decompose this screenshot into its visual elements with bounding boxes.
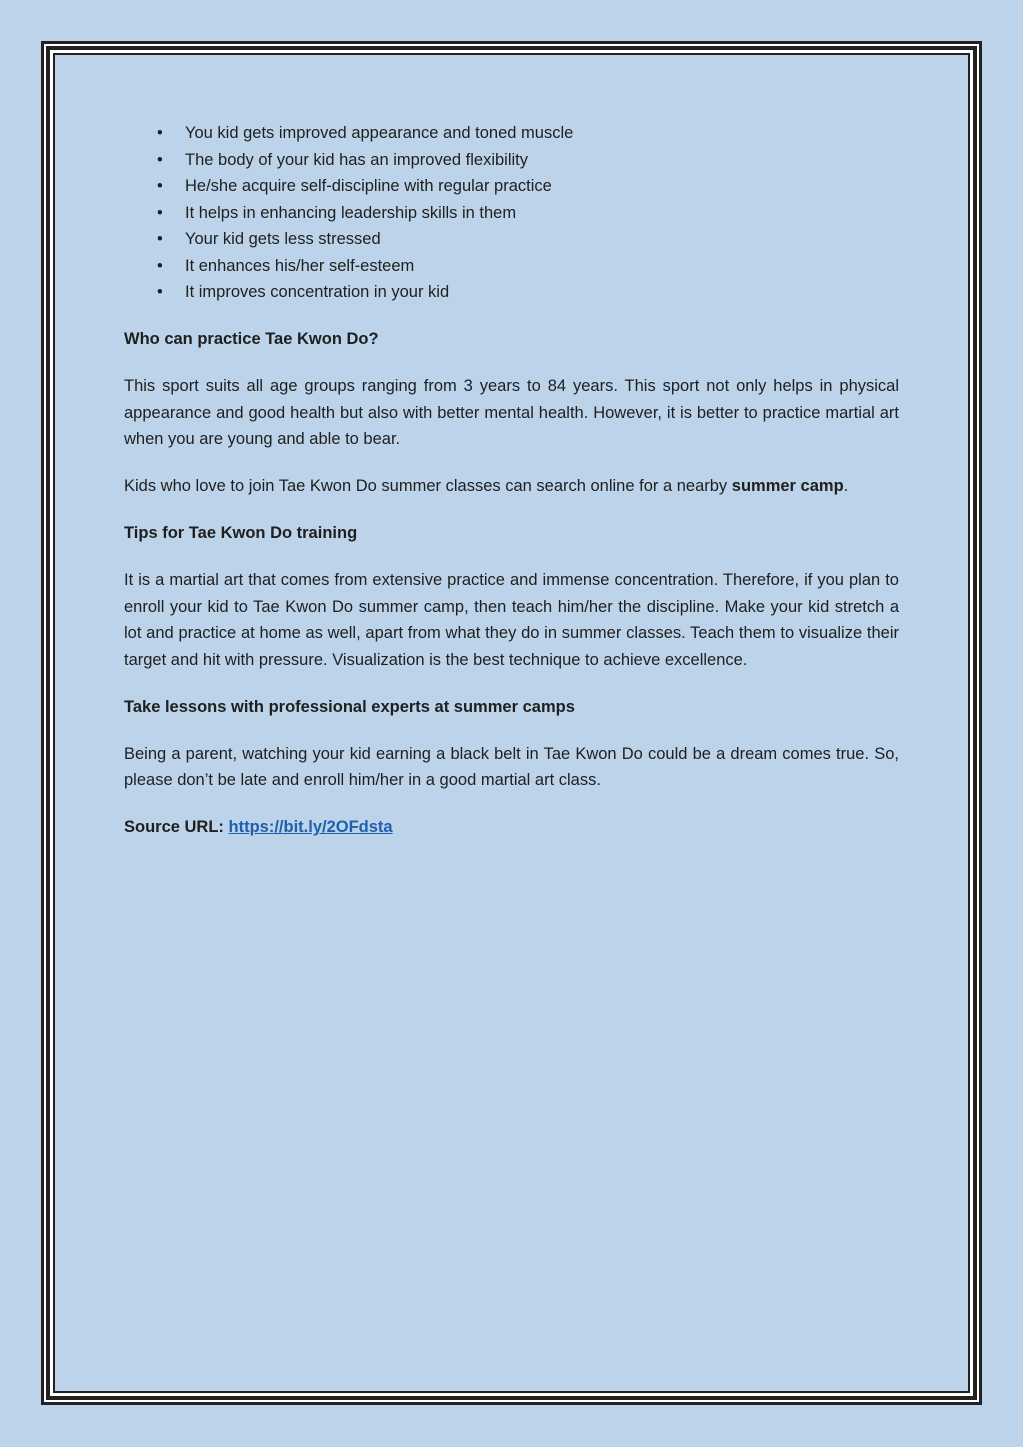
section-heading-tips: Tips for Tae Kwon Do training — [124, 524, 358, 542]
list-item-text: Your kid gets less stressed — [185, 230, 381, 248]
bullet-icon: • — [157, 150, 163, 169]
list-item-text: It enhances his/her self-esteem — [185, 256, 415, 275]
list-item — [124, 253, 899, 280]
bullet-icon: • — [157, 230, 163, 248]
paragraph-text: Kids who love to join Tae Kwon Do summer classes can search online for a nearby — [124, 477, 732, 495]
bullet-icon: • — [157, 124, 163, 142]
list-item — [124, 279, 899, 306]
paragraph-age-groups: This sport suits all age groups ranging from 3 years to 84 years. This sport not only helps in physical appearance and good health but also with better mental health. However, it is better to practice martial art when you are young and able to bear. — [124, 377, 899, 448]
list-item — [124, 147, 899, 174]
section-heading-lessons: Take lessons with professional experts at summer camps — [124, 697, 575, 716]
list-item-text: The body of your kid has an improved flexibility — [185, 150, 529, 169]
benefits-list — [124, 120, 899, 306]
list-item — [124, 120, 899, 147]
paragraph-training-tips: It is a martial art that comes from extensive practice and immense concentration. Therefore, if you plan to enroll your kid to Tae Kwon Do summer camp, then teach him/her the discipline. Make your kid stretch a lot and practice at home as well, apart from what they do in summer classes. Teach them to visualize their target and hit with pressure. Visualization is the best technique to achieve excellence. — [124, 571, 899, 669]
paragraph-end: . — [843, 477, 849, 495]
source-label: Source URL: — [124, 818, 229, 836]
bullet-icon: • — [157, 283, 163, 301]
list-item-text: It improves concentration in your kid — [185, 283, 450, 301]
paragraph-summer-camp-search — [124, 473, 899, 500]
list-item-text: You kid gets improved appearance and toned muscle — [185, 124, 574, 142]
bullet-icon: • — [157, 177, 163, 195]
bold-term-summer-camp: summer camp — [731, 477, 844, 495]
list-item-text: It helps in enhancing leadership skills in them — [185, 203, 517, 222]
bullet-icon: • — [157, 203, 163, 222]
section-heading-who-can-practice: Who can practice Tae Kwon Do? — [124, 330, 379, 348]
bullet-icon: • — [157, 256, 163, 275]
list-item — [124, 173, 899, 200]
list-item — [124, 226, 899, 253]
source-line — [124, 814, 899, 841]
list-item-text: He/she acquire self-discipline with regular practice — [185, 177, 552, 195]
list-item — [124, 200, 899, 227]
paragraph-black-belt: Being a parent, watching your kid earning a black belt in Tae Kwon Do could be a dream comes true. So, please don’t be late and enroll him/her in a good martial art class. — [124, 744, 899, 789]
document-body — [124, 120, 899, 841]
source-url-link[interactable]: https://bit.ly/2OFdsta — [228, 818, 393, 836]
